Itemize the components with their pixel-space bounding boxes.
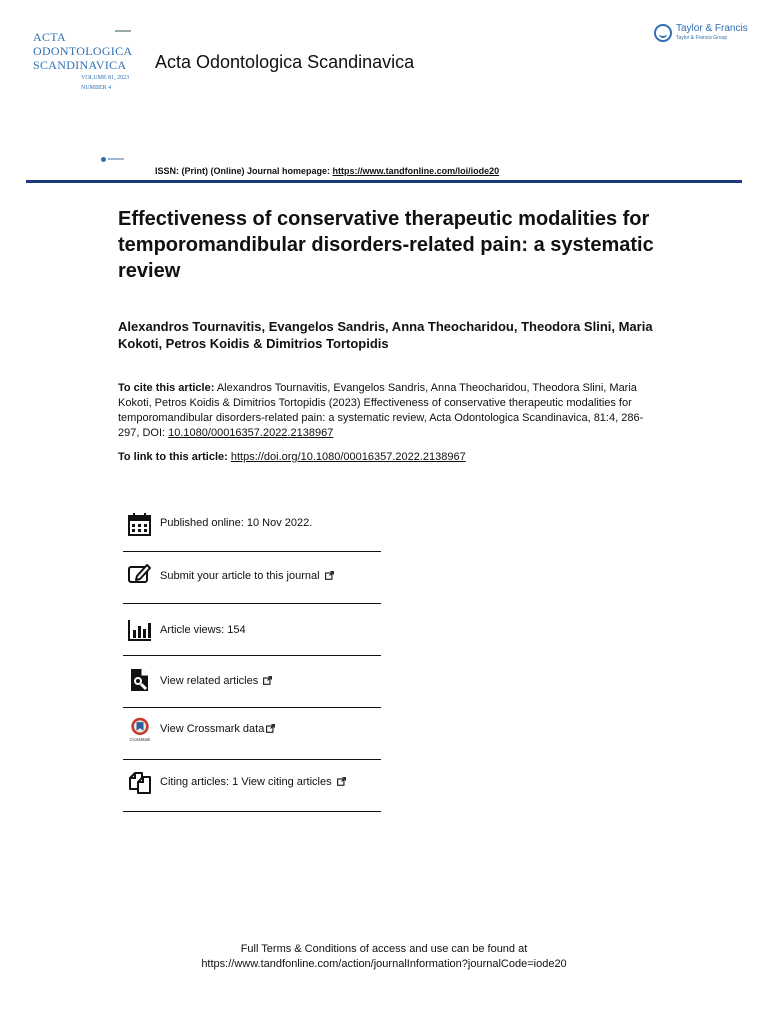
cite-label: To cite this article: [118,382,215,394]
document-search-icon [127,667,153,693]
cover-volume: VOLUME 81, 2023 [81,75,130,81]
citation-block [118,381,658,441]
header-divider [26,180,742,183]
published-item [123,500,381,552]
submit-article-link[interactable] [160,570,334,582]
journal-homepage-link[interactable]: https://www.tandfonline.com/loi/iode20 [332,166,500,176]
crossmark-badge-text: CrossMark [129,737,151,742]
terms-url[interactable]: https://www.tandfonline.com/action/journalInformation?journalCode=iode20 [201,958,567,970]
publisher-name: Taylor & Francis [676,23,748,34]
article-doi-url[interactable]: https://doi.org/10.1080/00016357.2022.2138967 [230,451,466,463]
article-info-list [123,500,381,812]
cover-line-3: SCANDINAVICA [33,58,127,72]
crossmark-link[interactable] [160,723,275,735]
citing-articles-icon [127,770,153,796]
related-articles-link[interactable] [160,675,272,687]
publisher-group: Taylor & Francis Group [676,35,728,41]
cover-line-1: ACTA [33,30,66,44]
article-link-line [118,450,658,465]
published-date: Published online: 10 Nov 2022. [160,517,313,529]
external-link-icon [263,676,272,685]
edit-icon [127,562,153,588]
article-authors: Alexandros Tournavitis, Evangelos Sandris, Anna Theocharidou, Theodora Slini, Maria Kokoti, Petros Koidis & Dimitrios Tortopidis [118,319,653,351]
journal-title: Acta Odontologica Scandinavica [155,52,415,72]
cite-text: Alexandros Tournavitis, Evangelos Sandris, Anna Theocharidou, Theodora Slini, Maria Kokoti, Petros Koidis & Dimitrios Tortopidis (2023) Effectiveness of conservative therapeutic modalities for temporomandibular disorders-related pain: a systematic review, Acta Odontologica Scandinavica, 81:4, 286-297, DOI: [118,382,644,439]
article-views-item [123,604,381,656]
article-views: Article views: 154 [160,624,246,636]
crossmark-label: View Crossmark data [160,723,265,735]
publisher-logo-icon [654,24,672,42]
terms-footer [0,942,768,972]
citing-articles-link[interactable] [160,776,346,788]
citing-articles-item[interactable] [123,760,381,812]
external-link-icon [337,777,346,786]
article-title: Effectiveness of conservative therapeutic modalities for temporomandibular disorders-related pain: a systematic review [118,208,654,282]
related-articles-item[interactable] [123,656,381,708]
issn-line [155,166,499,176]
link-label: To link to this article: [118,451,231,463]
crossmark-item[interactable] [123,708,381,760]
external-link-icon [266,724,275,733]
issn-text: ISSN: (Print) (Online) Journal homepage: [155,166,333,176]
submit-article-item[interactable] [123,552,381,604]
crossmark-icon [127,716,153,742]
doi-link[interactable]: 10.1080/00016357.2022.2138967 [168,427,334,439]
small-publisher-mark-icon [101,156,125,162]
calendar-icon [127,512,153,538]
journal-cover-logo [33,28,148,108]
external-link-icon [325,571,334,580]
cover-line-2: ODONTOLOGICA [33,44,133,58]
related-articles-label: View related articles [160,675,259,687]
cover-number: NUMBER 4 [81,85,112,91]
submit-article-label: Submit your article to this journal [160,570,320,582]
bar-chart-icon [127,617,153,643]
terms-line-1: Full Terms & Conditions of access and use can be found at [240,943,528,955]
citing-articles-label: Citing articles: 1 View citing articles [160,776,332,788]
publisher-logo[interactable] [654,22,754,46]
